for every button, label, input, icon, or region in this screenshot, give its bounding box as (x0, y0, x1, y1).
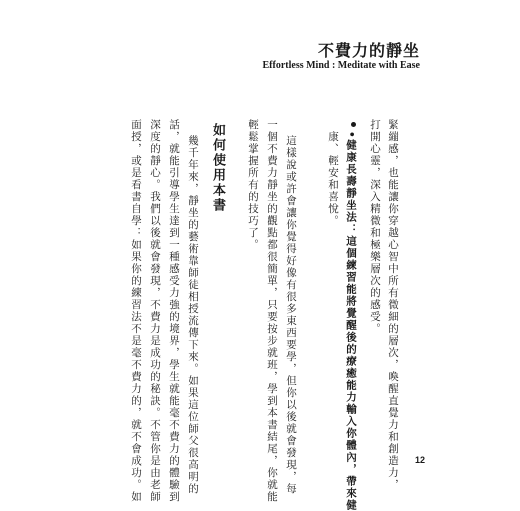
bullet-item: •健康長壽靜坐法：這個練習能將覺醒後的療癒能力輸入你體內，帶來健 (345, 131, 357, 511)
body-column: 一個不費力靜坐的觀點都很簡單，只要按步就班，學到本書結尾，你就能 (266, 119, 278, 503)
section-heading: 如何使用本書 (210, 123, 225, 213)
body-column: 打開心靈，深入精微和極樂層次的感受。 (369, 119, 381, 335)
body-column: 幾千年來，靜坐的藝術靠師徒相授流傳下來。如果這位師父很高明的 (187, 135, 199, 495)
body-column: 康、輕安和喜悅。 (327, 131, 339, 227)
running-title: 不費力的靜坐 (317, 41, 420, 60)
body-column: 深度的靜心。我們以後就會發現，不費力是成功的秘訣。不管你是由老師 (149, 119, 161, 503)
body-column: 輕鬆掌握所有的技巧了。 (247, 119, 259, 251)
body-column: 面授，或是看書自學：如果你的練習法不是毫不費力的，就不會成功。如 (130, 119, 142, 503)
body-column: 這樣說或許會讓你覺得好像有很多東西要學，但你以後就會發現，每 (285, 135, 297, 495)
bullet-icon (351, 122, 356, 127)
page-number: 12 (414, 455, 425, 465)
body-column: 話，就能引導學生達到一種感受力強的境界，學生就能毫不費力的體驗到 (168, 119, 180, 503)
body-column: 緊繃感，也能讓你穿越心智中所有微細的層次，喚醒直覺力和創造力， (387, 119, 399, 491)
running-subtitle: Effortless Mind : Meditate with Ease (262, 60, 420, 71)
